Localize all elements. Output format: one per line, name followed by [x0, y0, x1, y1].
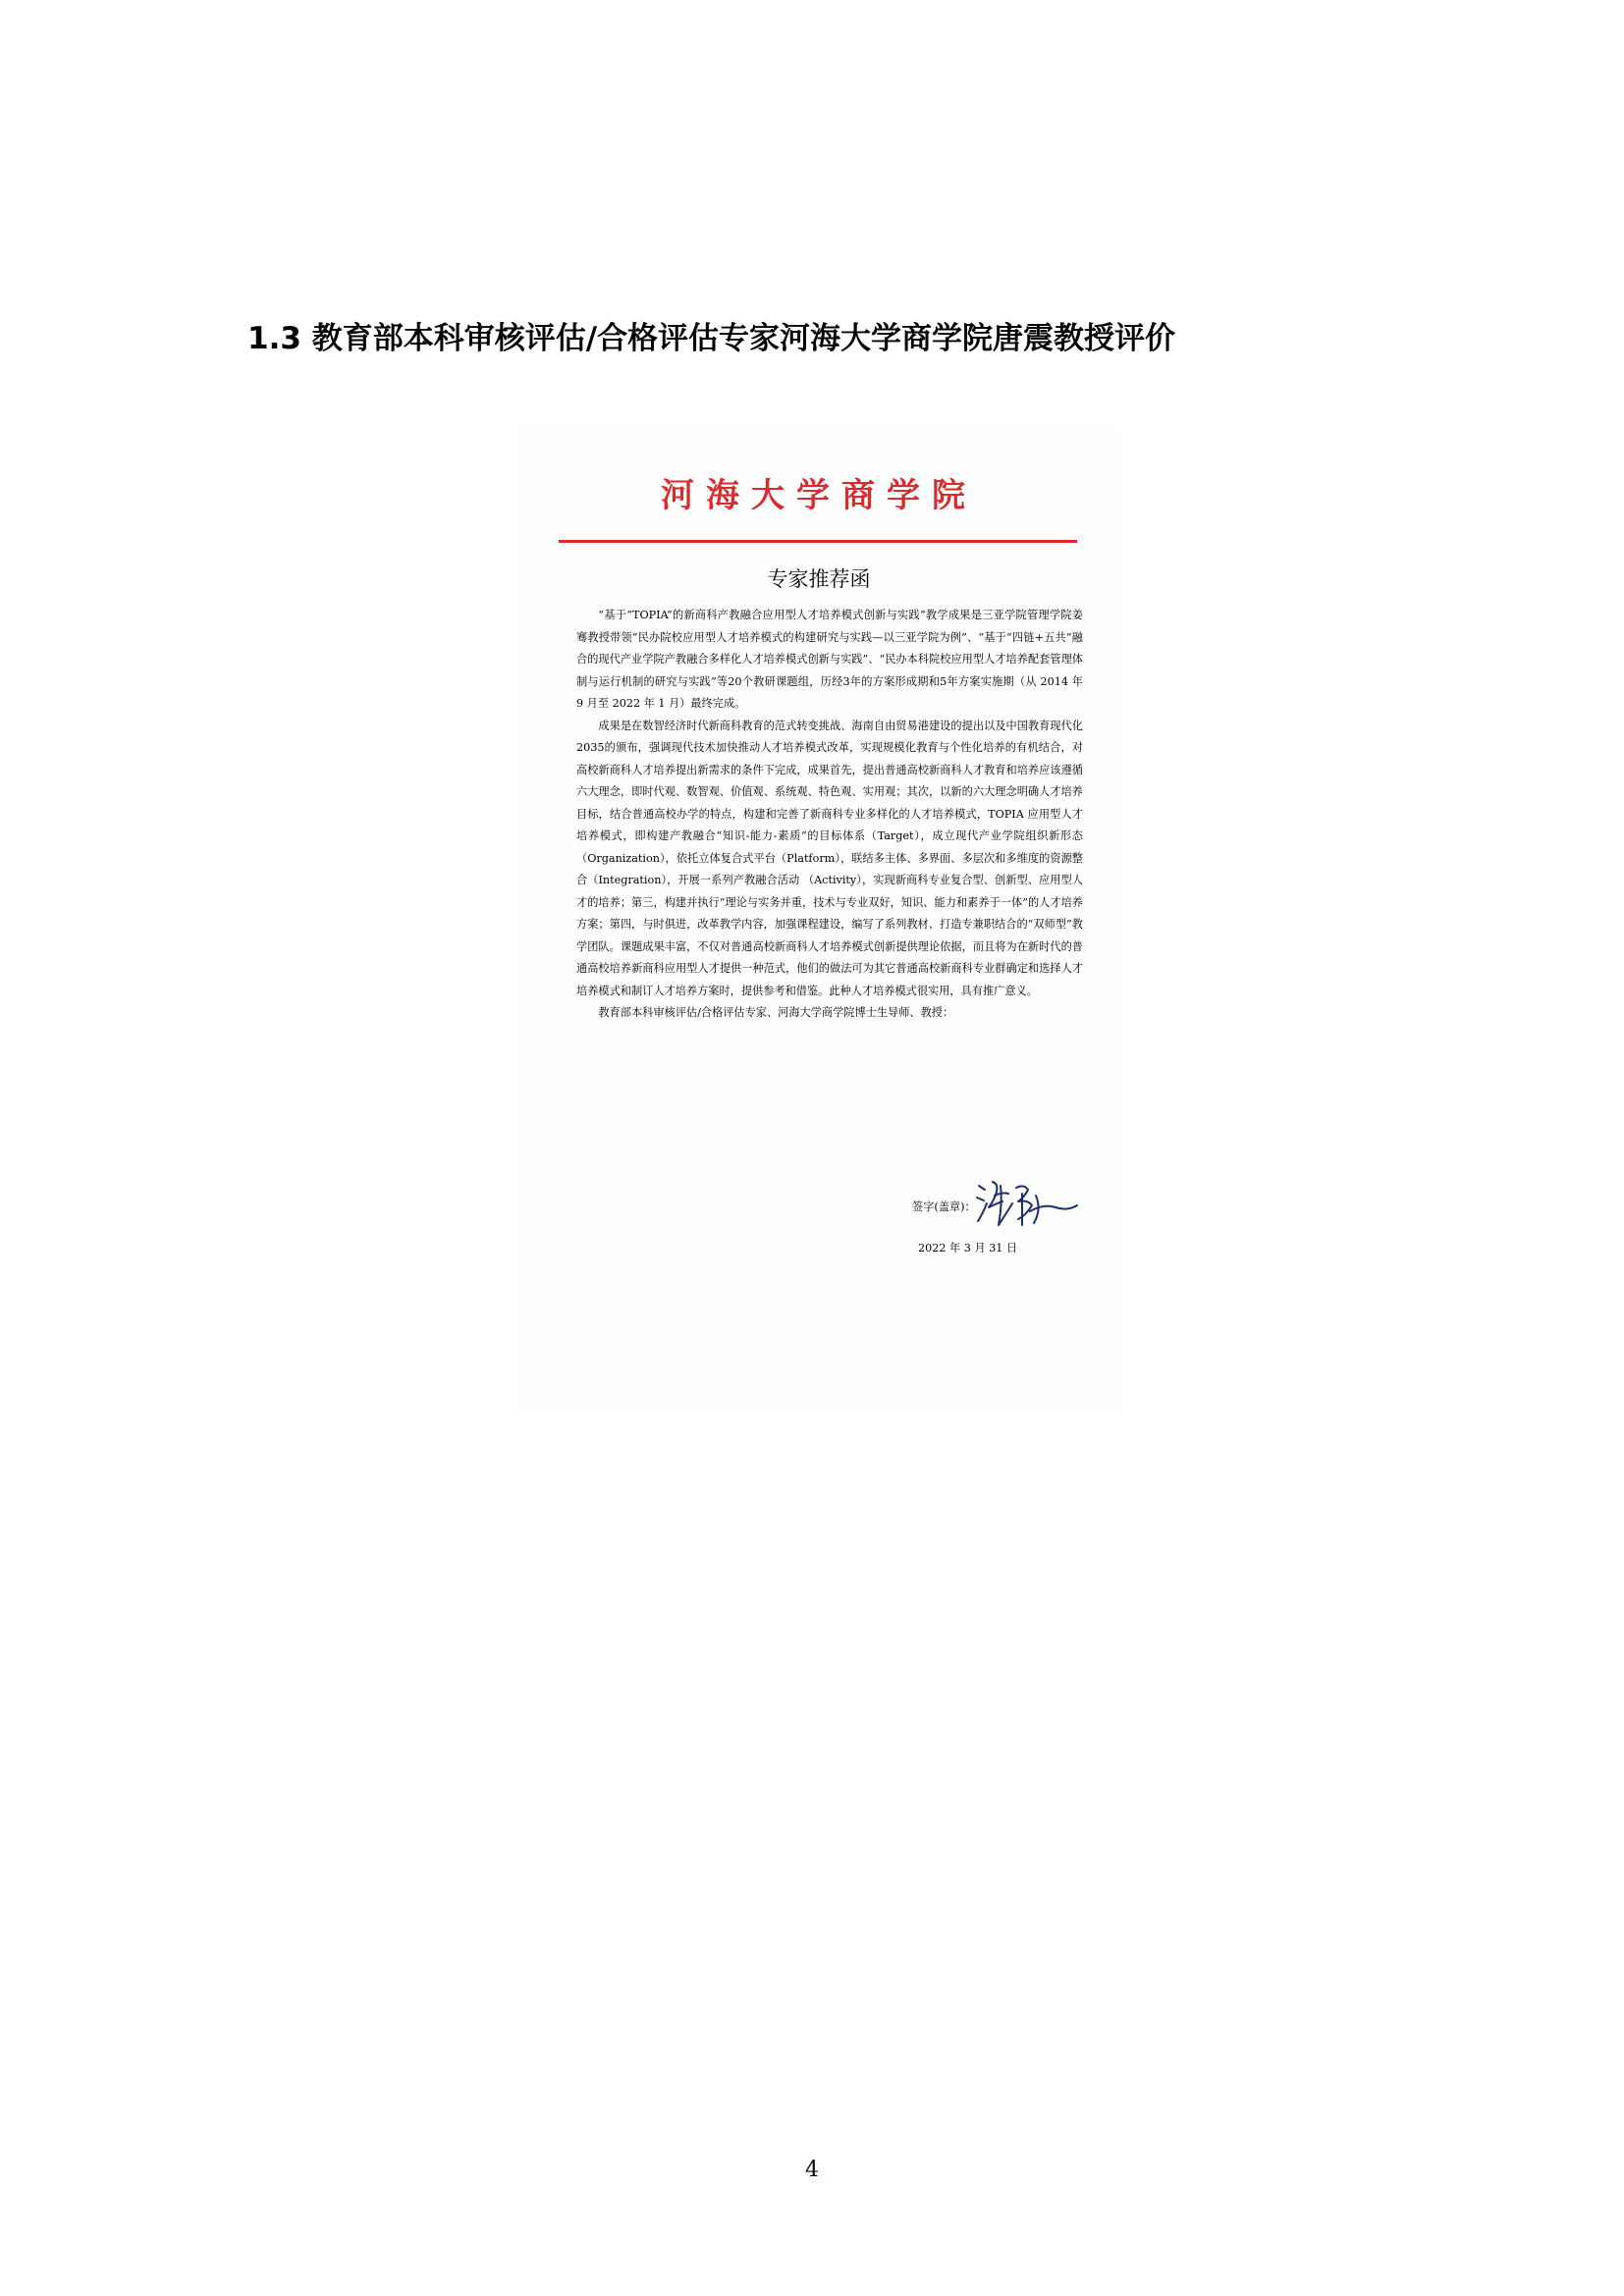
letter-paragraph: “基于“TOPIA”的新商科产教融合应用型人才培养模式创新与实践”教学成果是三亚学院管理学院姜骞教授带领“民办院校应用型人才培养模式的构建研究与实践—以三亚学院为例”、“基于“四链+五共”融合的现代产业学院产教融合多样化人才培养模式创新与实践”、“民办本科院校应用型人才培养配套管理体制与运行机制的研究与实践”等20个教研课题组，历经3年的方案形成期和5年方案实施期（从 2014 年 9 月至 2022 年 1 月）最终完成。 [576, 609, 1083, 710]
handwritten-signature [973, 1174, 1081, 1233]
signature-date: 2022 年 3 月 31 日 [918, 1242, 1018, 1255]
page-number: 4 [805, 2158, 819, 2182]
signature-block [912, 1174, 1118, 1255]
letter-paragraph: 教育部本科审核评估/合格评估专家、河海大学商学院博士生导师、教授： [598, 1006, 954, 1019]
letter-title: 专家推荐函 [767, 567, 871, 591]
section-heading: 1.3 教育部本科审核评估/合格评估专家河海大学商学院唐震教授评价 [247, 321, 1176, 356]
letterhead: 河海大学商学院 [661, 476, 977, 515]
letter-paragraph: 成果是在数智经济时代新商科教育的范式转变挑战、海南自由贸易港建设的提出以及中国教育现代化2035的颁布，强调现代技术加快推动人才培养模式改革，实现规模化教育与个性化培养的有机结合，对高校新商科人才培养提出新需求的条件下完成，成果首先，提出普通高校新商科人才教育和培养应该遵循六大理念，即时代观、数智观、价值观、系统观、特色观、实用观；其次，以新的六大理念明确人才培养目标，结合普通高校办学的特点，构建和完善了新商科专业多样化的人才培养模式，TOPIA 应用型人才培养模式，即构建产教融合“知识-能力-素质”的目标体系（Target），成立现代产业学院组织新形态（Organization），依托立体复合式平台（Platform），联结多主体、多界面、多层次和多维度的资源整合（Integration），开展一系列产教融合活动 （Activity），实现新商科专业复合型、创新型、应用型人才的培养；第三，构建并执行“理论与实务并重，技术与专业双好，知识、能力和素养于一体”的人才培养方案；第四，与时俱进，改革教学内容，加强课程建设，编写了系列教材、打造专兼职结合的“双师型”教学团队。课题成果丰富，不仅对普通高校新商科人才培养模式创新提供理论依据，而且将为在新时代的普通高校培养新商科应用型人才提供一种范式，他们的做法可为其它普通高校新商科专业群确定和选择人才培养模式和制订人才培养方案时，提供参考和借鉴。此种人才培养模式很实用，具有推广意义。 [576, 719, 1083, 997]
letter-body [576, 605, 1083, 1025]
signature-label: 签字(盖章)： [912, 1201, 976, 1213]
recommendation-letter-image [517, 425, 1120, 1416]
letterhead-divider [559, 540, 1077, 543]
